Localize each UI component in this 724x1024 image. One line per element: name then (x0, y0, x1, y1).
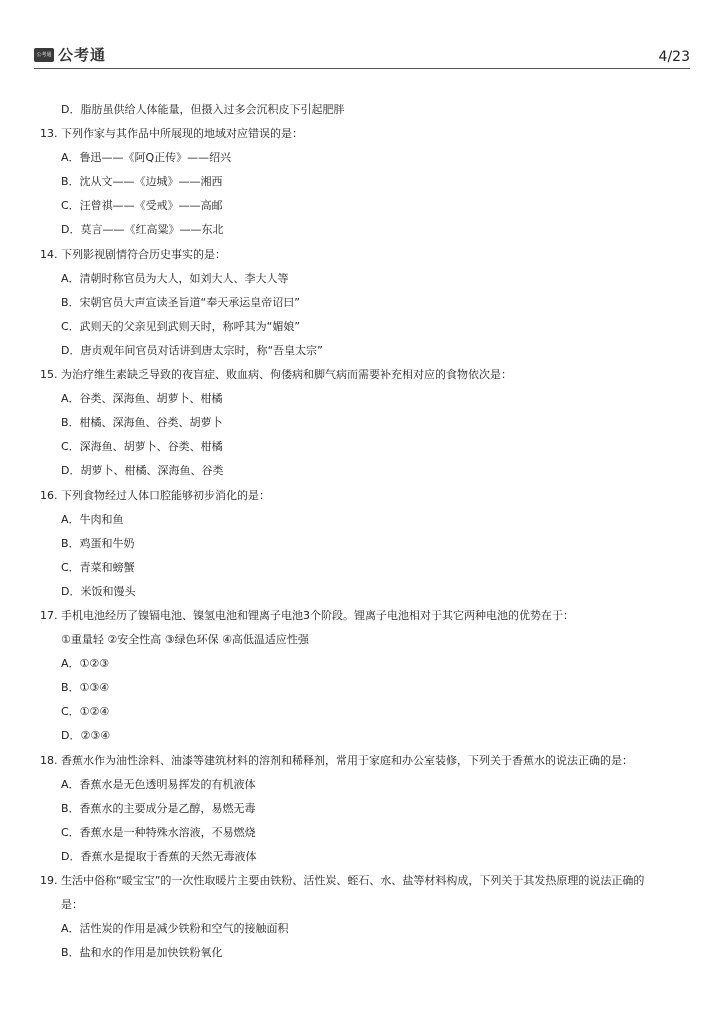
option-line: B．盐和水的作用是加快铁粉氧化 (61, 946, 223, 960)
brand-logo (34, 44, 106, 65)
option-line: C．深海鱼、胡萝卜、谷类、柑橘 (61, 440, 223, 454)
option-line: A．谷类、深海鱼、胡萝卜、柑橘 (61, 392, 223, 406)
option-line: A．牛肉和鱼 (61, 512, 124, 526)
logo-text: 公考通 (58, 46, 107, 64)
option-line: C．青菜和螃蟹 (61, 560, 135, 574)
option-line: D．莫言——《红高粱》——东北 (61, 223, 224, 237)
option-line: B．香蕉水的主要成分是乙醇，易燃无毒 (61, 801, 256, 815)
logo-badge-icon: 公考通 (34, 48, 54, 62)
question-line: 14. 下列影视剧情符合历史事实的是： (40, 247, 226, 261)
option-line: D．②③④ (61, 729, 111, 743)
option-line: A．①②③ (61, 657, 110, 671)
option-line: A．鲁迅——《阿Q正传》——绍兴 (61, 151, 232, 165)
page-header (34, 42, 690, 69)
option-line: B．宋朝官员大声宣读圣旨道“奉天承运皇帝诏曰” (61, 295, 300, 309)
question-list (40, 102, 690, 969)
option-line: 是： (61, 898, 83, 912)
question-line: 16. 下列食物经过人体口腔能够初步消化的是： (40, 488, 270, 502)
option-line: C．香蕉水是一种特殊水溶液，不易燃烧 (61, 825, 256, 839)
option-line: A．清朝时称官员为大人，如刘大人、李大人等 (61, 271, 289, 285)
option-line: A．活性炭的作用是减少铁粉和空气的接触面积 (61, 922, 289, 936)
page-number: 4/23 (658, 49, 690, 65)
question-line: 15. 为治疗维生素缺乏导致的夜盲症、败血病、佝偻病和脚气病而需要补充相对应的食物依次是： (40, 368, 512, 382)
option-line: B．鸡蛋和牛奶 (61, 536, 135, 550)
option-line: D．脂肪虽供给人体能量，但摄入过多会沉积皮下引起肥胖 (61, 103, 345, 116)
option-line: C．汪曾祺——《受戒》——高邮 (61, 199, 223, 213)
question-line: 19. 生活中俗称“暖宝宝”的一次性取暖片主要由铁粉、活性炭、蛭石、水、盐等材料构成，下列关于其发热原理的说法正确的 (40, 874, 645, 887)
option-line: C．武则天的父亲见到武则天时，称呼其为“媚娘” (61, 319, 301, 333)
option-line: D．胡萝卜、柑橘、深海鱼、谷类 (61, 464, 224, 478)
question-line: 17. 手机电池经历了镍镉电池、镍氢电池和锂离子电池3个阶段。锂离子电池相对于其它两种电池的优势在于： (40, 608, 574, 622)
option-line: B．沈从文——《边城》——湘西 (61, 175, 223, 189)
option-line: D．香蕉水是提取于香蕉的天然无毒液体 (61, 849, 257, 863)
option-line: B．①③④ (61, 681, 110, 695)
option-line: C．①②④ (61, 705, 110, 719)
question-line: 13. 下列作家与其作品中所展现的地域对应错误的是： (40, 127, 303, 141)
option-line: D．唐贞观年间官员对话讲到唐太宗时，称“吾皇太宗” (61, 343, 323, 357)
option-line: A．香蕉水是无色透明易挥发的有机液体 (61, 777, 256, 791)
option-line: B．柑橘、深海鱼、谷类、胡萝卜 (61, 416, 223, 430)
option-line: D．米饭和馒头 (61, 584, 136, 598)
option-line: ①重量轻 ②安全性高 ③绿色环保 ④高低温适应性强 (61, 633, 309, 647)
question-line: 18. 香蕉水作为油性涂料、油漆等建筑材料的溶剂和稀释剂，常用于家庭和办公室装修，下列关于香蕉水的说法正确的是： (40, 753, 633, 767)
